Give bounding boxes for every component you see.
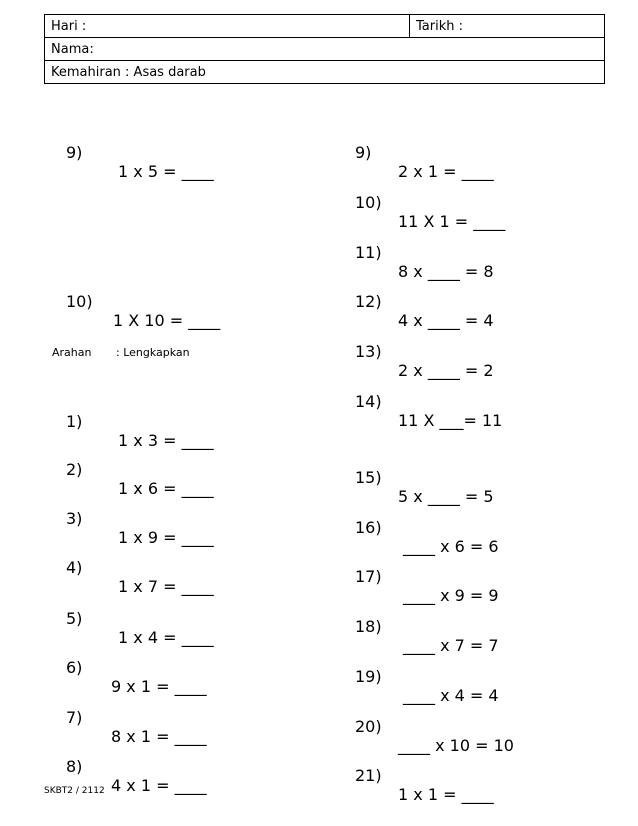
tarikh-field bbox=[410, 15, 605, 38]
question-text: 1 x 9 = ____ bbox=[118, 528, 214, 547]
question-number: 8) bbox=[66, 757, 83, 776]
question-text: 1 x 7 = ____ bbox=[118, 577, 214, 596]
question-text: ____ x 4 = 4 bbox=[403, 686, 499, 705]
question-text: ____ x 10 = 10 bbox=[398, 736, 514, 755]
question-text: 1 x 1 = ____ bbox=[398, 785, 494, 804]
question-number: 13) bbox=[355, 342, 382, 361]
question-number: 4) bbox=[66, 558, 83, 577]
question-number: 14) bbox=[355, 392, 382, 411]
nama-field bbox=[45, 38, 605, 61]
right-question-14 bbox=[0, 373, 503, 430]
kemahiran-label: Kemahiran : Asas darab bbox=[51, 64, 206, 80]
question-number: 9) bbox=[355, 143, 372, 162]
question-number: 2) bbox=[66, 460, 83, 479]
tarikh-label: Tarikh : bbox=[416, 18, 463, 34]
question-number: 19) bbox=[355, 667, 382, 686]
question-number: 18) bbox=[355, 617, 382, 636]
question-text: 1 X 10 = ____ bbox=[113, 311, 221, 330]
footer-code: SKBT2 / 2112 bbox=[44, 786, 105, 796]
question-text: 2 x ____ = 2 bbox=[398, 361, 494, 380]
question-text: 1 x 3 = ____ bbox=[118, 431, 214, 450]
question-number: 10) bbox=[355, 193, 382, 212]
hari-field bbox=[45, 15, 410, 38]
question-text: 4 x ____ = 4 bbox=[398, 311, 494, 330]
question-number: 21) bbox=[355, 766, 382, 785]
right-question-10 bbox=[0, 174, 506, 231]
kemahiran-field bbox=[45, 61, 605, 84]
question-text: 11 X ___= 11 bbox=[398, 411, 503, 430]
question-number: 15) bbox=[355, 468, 382, 487]
instructions-label: Arahan bbox=[52, 346, 92, 359]
question-text: ____ x 6 = 6 bbox=[403, 537, 499, 556]
hari-label: Hari : bbox=[51, 18, 87, 34]
question-number: 10) bbox=[66, 292, 93, 311]
question-number: 16) bbox=[355, 518, 382, 537]
question-text: 4 x 1 = ____ bbox=[111, 776, 207, 795]
instructions-text: : Lengkapkan bbox=[116, 346, 190, 359]
header-table bbox=[44, 14, 605, 84]
question-number: 12) bbox=[355, 292, 382, 311]
question-text: 5 x ____ = 5 bbox=[398, 487, 494, 506]
question-text: 1 x 6 = ____ bbox=[118, 479, 214, 498]
question-text: ____ x 7 = 7 bbox=[403, 636, 499, 655]
question-text: 11 X 1 = ____ bbox=[398, 212, 506, 231]
question-number: 17) bbox=[355, 567, 382, 586]
question-number: 1) bbox=[66, 412, 83, 431]
question-text: 1 x 5 = ____ bbox=[118, 162, 214, 181]
question-text: 8 x 1 = ____ bbox=[111, 727, 207, 746]
nama-label: Nama: bbox=[51, 41, 94, 57]
question-number: 11) bbox=[355, 243, 382, 262]
question-number: 6) bbox=[66, 658, 83, 677]
question-number: 5) bbox=[66, 609, 83, 628]
question-text: 8 x ____ = 8 bbox=[398, 262, 494, 281]
question-text: ____ x 9 = 9 bbox=[403, 586, 499, 605]
question-number: 20) bbox=[355, 717, 382, 736]
question-text: 9 x 1 = ____ bbox=[111, 677, 207, 696]
question-number: 3) bbox=[66, 509, 83, 528]
question-number: 7) bbox=[66, 708, 83, 727]
question-text: 2 x 1 = ____ bbox=[398, 162, 494, 181]
question-text: 1 x 4 = ____ bbox=[118, 628, 214, 647]
question-number: 9) bbox=[66, 143, 83, 162]
